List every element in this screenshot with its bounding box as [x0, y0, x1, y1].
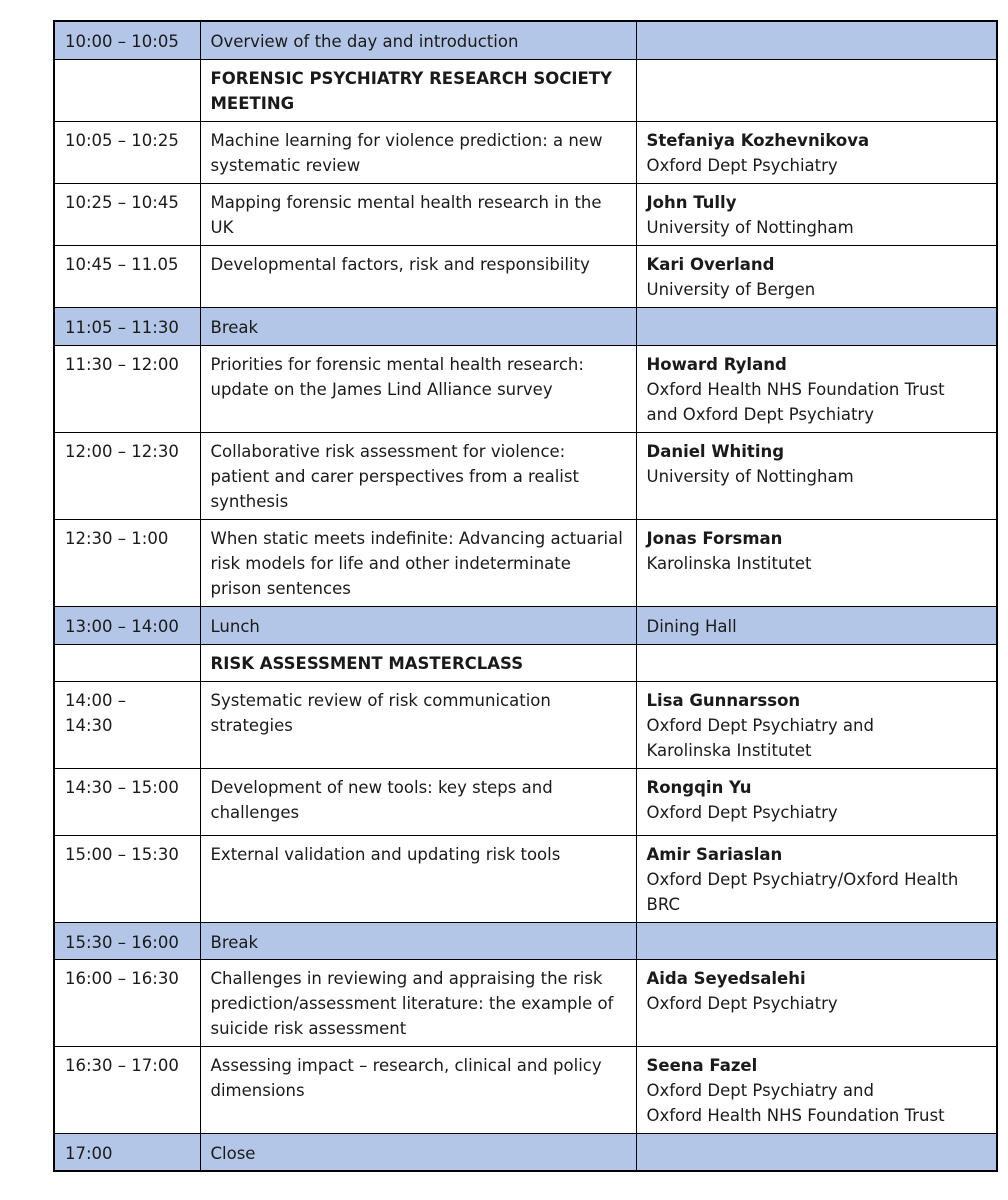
speaker-name: Rongqin Yu	[646, 777, 752, 797]
time-cell: 12:30 – 1:00	[54, 519, 200, 606]
topic-cell: When static meets indefinite: Advancing actuarial risk models for life and other indeterminate prison sentences	[200, 519, 636, 606]
time-cell	[54, 59, 200, 121]
topic-cell	[200, 644, 636, 681]
agenda-row-break	[54, 307, 997, 345]
speaker-cell	[636, 835, 997, 922]
speaker-affiliation: University of Nottingham	[646, 217, 854, 237]
speaker-affiliation: University of Nottingham	[646, 466, 854, 486]
speaker-cell	[636, 768, 997, 835]
topic-cell: Close	[200, 1133, 636, 1171]
speaker-cell	[636, 307, 997, 345]
speaker-affiliation: Oxford Health NHS Foundation Trust and Oxford Dept Psychiatry	[646, 379, 945, 424]
speaker-cell	[636, 681, 997, 768]
speaker-name: Howard Ryland	[646, 354, 787, 374]
speaker-cell	[636, 345, 997, 432]
speaker-affiliation: Karolinska Institutet	[646, 553, 812, 573]
speaker-affiliation: University of Bergen	[646, 279, 816, 299]
topic-cell: Challenges in reviewing and appraising the risk prediction/assessment literature: the example of suicide risk assessment	[200, 959, 636, 1046]
speaker-cell	[636, 245, 997, 307]
time-cell: 16:30 – 17:00	[54, 1046, 200, 1133]
agenda-row-talk	[54, 835, 997, 922]
speaker-cell	[636, 59, 997, 121]
topic-cell: Overview of the day and introduction	[200, 21, 636, 59]
agenda-row-break	[54, 606, 997, 644]
speaker-cell	[636, 121, 997, 183]
agenda-row-break	[54, 21, 997, 59]
time-cell: 15:30 – 16:00	[54, 922, 200, 959]
topic-cell: Lunch	[200, 606, 636, 644]
topic-cell: External validation and updating risk tools	[200, 835, 636, 922]
time-cell: 12:00 – 12:30	[54, 432, 200, 519]
time-cell: 10:05 – 10:25	[54, 121, 200, 183]
topic-cell: Break	[200, 922, 636, 959]
speaker-affiliation: Oxford Dept Psychiatry and Oxford Health NHS Foundation Trust	[646, 1080, 945, 1125]
agenda-row-break	[54, 1133, 997, 1171]
speaker-affiliation: Oxford Dept Psychiatry	[646, 993, 838, 1013]
speaker-cell	[636, 183, 997, 245]
speaker-name: John Tully	[646, 192, 737, 212]
speaker-affiliation: Oxford Dept Psychiatry and Karolinska Institutet	[646, 715, 874, 760]
time-cell: 14:30 – 15:00	[54, 768, 200, 835]
agenda-table	[53, 20, 998, 1172]
speaker-cell	[636, 432, 997, 519]
speaker-name: Stefaniya Kozhevnikova	[646, 130, 870, 150]
time-cell: 10:25 – 10:45	[54, 183, 200, 245]
speaker-cell	[636, 644, 997, 681]
topic-cell: Developmental factors, risk and responsibility	[200, 245, 636, 307]
speaker-name: Seena Fazel	[646, 1055, 758, 1075]
agenda-row-talk	[54, 432, 997, 519]
speaker-name: Daniel Whiting	[646, 441, 785, 461]
topic-cell: Break	[200, 307, 636, 345]
speaker-affiliation: Oxford Dept Psychiatry	[646, 155, 838, 175]
agenda-row-talk	[54, 959, 997, 1046]
speaker-cell	[636, 1046, 997, 1133]
time-cell: 10:45 – 11.05	[54, 245, 200, 307]
speaker-name: Lisa Gunnarsson	[646, 690, 801, 710]
time-cell: 11:30 – 12:00	[54, 345, 200, 432]
speaker-affiliation: Oxford Dept Psychiatry	[646, 802, 838, 822]
agenda-row-talk	[54, 121, 997, 183]
section-heading: RISK ASSESSMENT MASTERCLASS	[210, 653, 524, 673]
agenda-row-break	[54, 922, 997, 959]
agenda-row-section	[54, 59, 997, 121]
speaker-cell	[636, 959, 997, 1046]
agenda-row-talk	[54, 245, 997, 307]
speaker-cell	[636, 21, 997, 59]
topic-cell: Mapping forensic mental health research in the UK	[200, 183, 636, 245]
topic-cell: Assessing impact – research, clinical and policy dimensions	[200, 1046, 636, 1133]
speaker-cell	[636, 922, 997, 959]
speaker-name: Jonas Forsman	[646, 528, 783, 548]
agenda-row-talk	[54, 681, 997, 768]
topic-cell: Systematic review of risk communication strategies	[200, 681, 636, 768]
time-cell: 10:00 – 10:05	[54, 21, 200, 59]
topic-cell: Priorities for forensic mental health research: update on the James Lind Alliance survey	[200, 345, 636, 432]
agenda-row-talk	[54, 768, 997, 835]
speaker-cell: Dining Hall	[636, 606, 997, 644]
topic-cell: Machine learning for violence prediction: a new systematic review	[200, 121, 636, 183]
agenda-row-talk	[54, 183, 997, 245]
agenda-row-section	[54, 644, 997, 681]
speaker-name: Kari Overland	[646, 254, 775, 274]
topic-cell: Collaborative risk assessment for violence: patient and carer perspectives from a realist synthesis	[200, 432, 636, 519]
speaker-affiliation: Oxford Dept Psychiatry/Oxford Health BRC	[646, 869, 959, 914]
speaker-cell	[636, 1133, 997, 1171]
topic-cell	[200, 59, 636, 121]
time-cell	[54, 644, 200, 681]
time-cell: 16:00 – 16:30	[54, 959, 200, 1046]
time-cell: 11:05 – 11:30	[54, 307, 200, 345]
time-cell: 14:00 – 14:30	[54, 681, 200, 768]
time-cell: 17:00	[54, 1133, 200, 1171]
agenda-row-talk	[54, 519, 997, 606]
section-heading: FORENSIC PSYCHIATRY RESEARCH SOCIETY MEETING	[210, 68, 612, 113]
time-cell: 15:00 – 15:30	[54, 835, 200, 922]
agenda-row-talk	[54, 345, 997, 432]
speaker-cell	[636, 519, 997, 606]
time-cell: 13:00 – 14:00	[54, 606, 200, 644]
topic-cell: Development of new tools: key steps and challenges	[200, 768, 636, 835]
agenda-body	[54, 21, 997, 1171]
agenda-row-talk	[54, 1046, 997, 1133]
speaker-name: Aida Seyedsalehi	[646, 968, 806, 988]
speaker-name: Amir Sariaslan	[646, 844, 783, 864]
